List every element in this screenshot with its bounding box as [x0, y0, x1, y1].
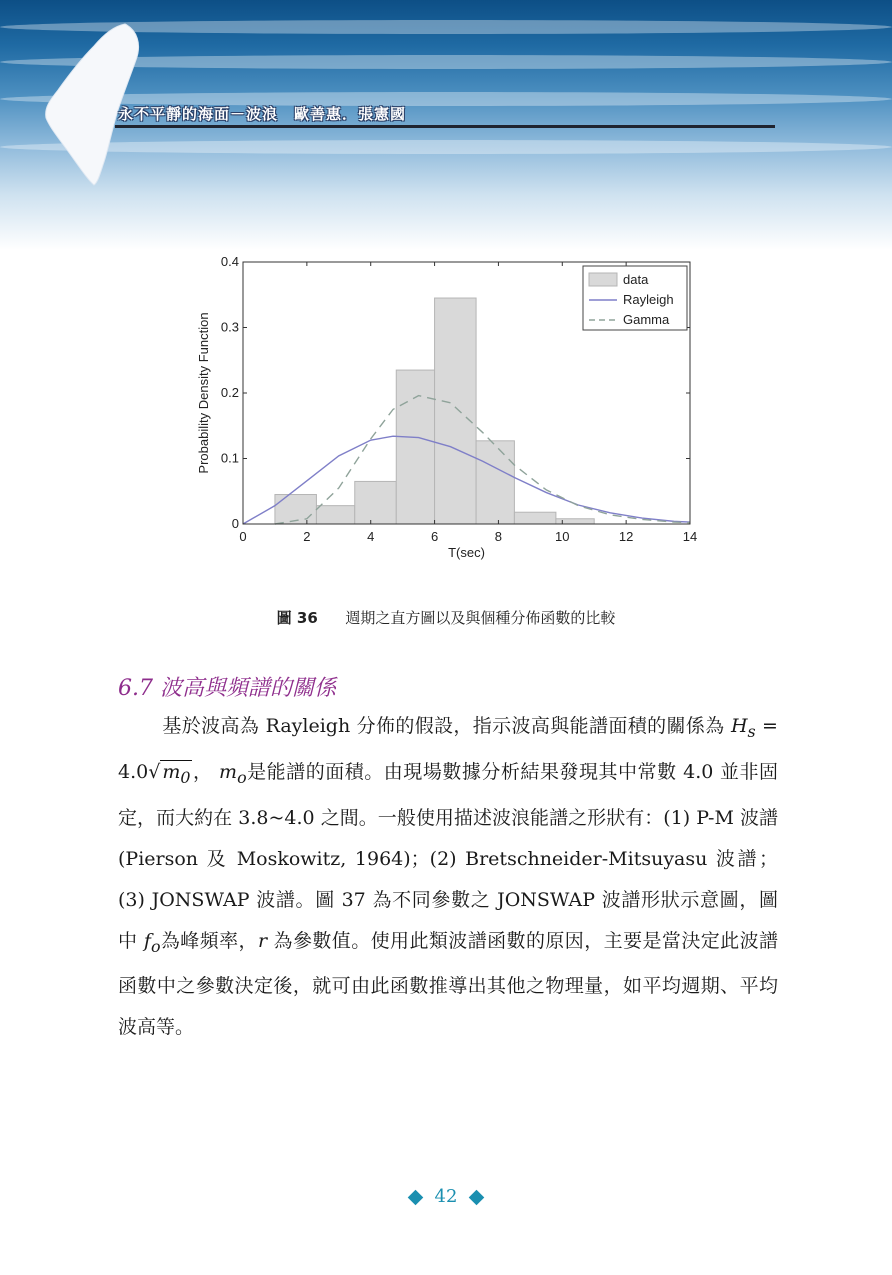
diamond-right-icon	[469, 1189, 485, 1205]
legend-swatch	[589, 273, 617, 286]
equation-hs: $H_s$	[730, 715, 756, 741]
symbol-r: r	[257, 929, 268, 952]
histogram-chart	[190, 245, 710, 570]
x-tick-label: 2	[303, 529, 311, 544]
histogram-bar	[355, 481, 397, 524]
legend-label: data	[623, 272, 649, 287]
x-tick-label: 0	[239, 529, 247, 544]
x-axis-label: T(sec)	[448, 545, 485, 560]
histogram-bar	[275, 495, 317, 524]
histogram-bar	[514, 512, 556, 524]
body-text-d: 為峰頻率，	[160, 929, 258, 952]
x-tick-label: 6	[430, 529, 439, 544]
figure-caption	[0, 607, 892, 628]
body-text-b: ，	[192, 760, 220, 783]
equation-radicand: $m_0$	[162, 760, 191, 787]
diamond-left-icon	[407, 1189, 423, 1205]
x-tick-label: 10	[555, 529, 570, 544]
histogram-bar	[435, 298, 477, 524]
y-tick-label: 0.2	[220, 385, 239, 400]
y-tick-label: 0.1	[220, 450, 239, 466]
equation-mid: = 4.0	[118, 715, 778, 783]
histogram-bar	[556, 519, 594, 524]
figure-number: 圖 36	[276, 609, 318, 627]
body-text-c: 是能譜的面積。由現場數據分析結果發現其中常數 4.0 並非固定，而大約在 3.8~4.0 之間。一般使用描述波浪能譜之形狀有：(1) P-M 波譜 (Pierson 及 Moskowitz, 1964)；(2) Bretschneider-Mitsuyasu 波譜；(3) JONSWAP 波譜。圖 37 為不同參數之 JONSWAP 波譜形狀示意圖，圖中	[118, 760, 778, 952]
page-footer	[0, 1186, 892, 1207]
y-tick-label: 0.3	[220, 319, 239, 335]
chart-container	[190, 245, 710, 574]
symbol-f: $f_o$	[143, 929, 161, 956]
body-text-e: 為參數值。使用此類波譜函數的原因，主要是當決定此波譜函數中之參數決定後，就可由此函數推導出其他之物理量，如平均週期、平均波高等。	[118, 929, 778, 1039]
running-header-title: 永不平靜的海面－波浪 歐善惠．張憲國	[118, 105, 407, 123]
x-tick-label: 8	[494, 529, 503, 544]
x-tick-label: 4	[367, 529, 375, 544]
x-tick-label: 14	[682, 529, 698, 544]
histogram-bar	[396, 370, 434, 524]
y-axis-label: Probability Density Function	[196, 312, 211, 474]
x-tick-label: 12	[618, 529, 634, 544]
header-rule	[115, 125, 775, 128]
section-heading: 6.7 波高與頻譜的關係	[118, 676, 336, 701]
y-tick-label: 0.4	[220, 254, 239, 269]
page-number: 42	[434, 1186, 458, 1207]
body-text-a: 基於波高為 Rayleigh 分佈的假設，指示波高與能譜面積的關係為	[162, 715, 731, 737]
histogram-bar	[476, 441, 514, 524]
figure-caption-text: 週期之直方圖以及與個種分佈函數的比較	[345, 609, 616, 627]
legend-label: Rayleigh	[623, 292, 674, 307]
symbol-m: $m_o$	[219, 760, 247, 787]
y-tick-label: 0	[231, 516, 239, 531]
body-paragraph: 基於波高為 Rayleigh 分佈的假設，指示波高與能譜面積的關係為 $H_s = 4.0√$ $m_0$ ， $m_o$是能譜的面積。由現場數據分析結果發現其中常數 4.0 並非固定，而大約在 3.8~4.0 之間。一般使用描述波浪能譜之形狀有：(1) P-M 波譜 (Pierson 及 Moskowitz, 1964)；(2) Bretschneider-Mitsuyasu 波譜；(3) JONSWAP 波譜。圖 37 為不同參數之 JONSWAP 波譜形狀示意圖，圖中 $f_o$為峰頻率，r 為參數值。使用此類波譜函數的原因，主要是當決定此波譜函數中之參數決定後，就可由此函數推導出其他之物理量，如平均週期、平均波高等。	[118, 715, 778, 1039]
legend-label: Gamma	[623, 312, 670, 327]
histogram-bar	[316, 506, 354, 524]
